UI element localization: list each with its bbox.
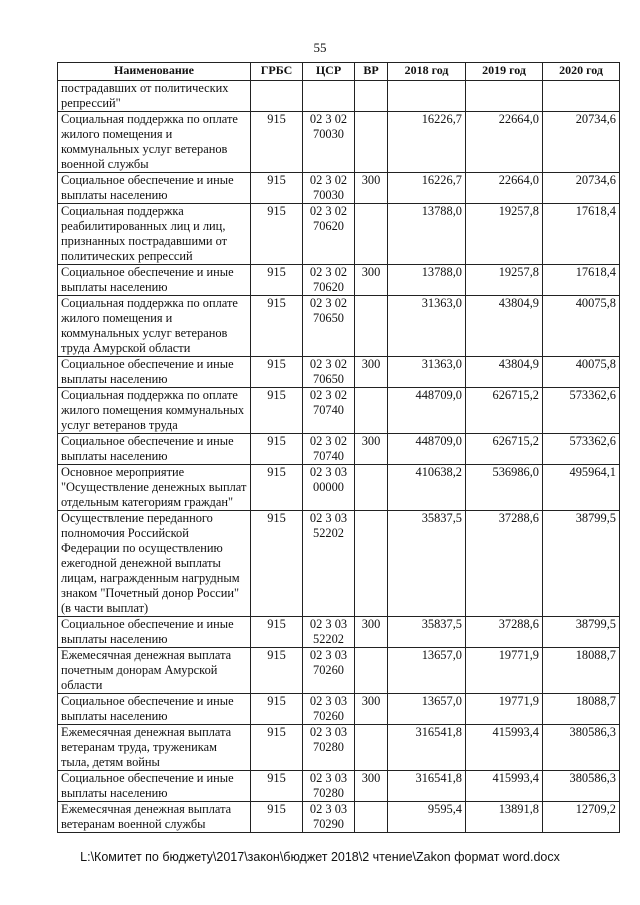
cell-name: Социальное обеспечение и иные выплаты населению bbox=[58, 434, 251, 465]
cell-2020: 18088,7 bbox=[543, 694, 620, 725]
cell-grbs: 915 bbox=[251, 771, 303, 802]
cell-2019: 19771,9 bbox=[466, 648, 543, 694]
cell-2020: 573362,6 bbox=[543, 434, 620, 465]
cell-2020: 17618,4 bbox=[543, 265, 620, 296]
cell-name: Ежемесячная денежная выплата почетным донорам Амурской области bbox=[58, 648, 251, 694]
cell-2018: 35837,5 bbox=[388, 511, 466, 617]
cell-vr bbox=[355, 465, 388, 511]
cell-vr: 300 bbox=[355, 771, 388, 802]
cell-vr bbox=[355, 802, 388, 833]
cell-name: Ежемесячная денежная выплата ветеранам военной службы bbox=[58, 802, 251, 833]
cell-name: Социальная поддержка по оплате жилого помещения и коммунальных услуг ветеранов труда Амурской области bbox=[58, 296, 251, 357]
cell-2018: 448709,0 bbox=[388, 388, 466, 434]
cell-grbs: 915 bbox=[251, 725, 303, 771]
cell-2019: 22664,0 bbox=[466, 112, 543, 173]
cell-2020 bbox=[543, 81, 620, 112]
cell-name: Социальное обеспечение и иные выплаты населению bbox=[58, 265, 251, 296]
cell-2018: 13657,0 bbox=[388, 694, 466, 725]
cell-2019: 37288,6 bbox=[466, 511, 543, 617]
cell-grbs: 915 bbox=[251, 694, 303, 725]
cell-csr: 02 3 02 70030 bbox=[303, 173, 355, 204]
cell-2018: 35837,5 bbox=[388, 617, 466, 648]
cell-csr: 02 3 03 70260 bbox=[303, 694, 355, 725]
cell-grbs: 915 bbox=[251, 617, 303, 648]
table-row bbox=[58, 694, 620, 725]
cell-vr: 300 bbox=[355, 617, 388, 648]
cell-csr: 02 3 03 70290 bbox=[303, 802, 355, 833]
header-2020: 2020 год bbox=[543, 63, 620, 81]
cell-2018: 410638,2 bbox=[388, 465, 466, 511]
table-row bbox=[58, 112, 620, 173]
cell-vr: 300 bbox=[355, 357, 388, 388]
cell-name: Ежемесячная денежная выплата ветеранам труда, труженикам тыла, детям войны bbox=[58, 725, 251, 771]
cell-csr: 02 3 03 52202 bbox=[303, 511, 355, 617]
cell-vr bbox=[355, 511, 388, 617]
table-row bbox=[58, 388, 620, 434]
cell-name: Социальное обеспечение и иные выплаты населению bbox=[58, 357, 251, 388]
cell-csr: 02 3 02 70030 bbox=[303, 112, 355, 173]
cell-2019: 22664,0 bbox=[466, 173, 543, 204]
cell-2019: 37288,6 bbox=[466, 617, 543, 648]
cell-grbs: 915 bbox=[251, 511, 303, 617]
table-row bbox=[58, 617, 620, 648]
cell-csr bbox=[303, 81, 355, 112]
cell-2018: 9595,4 bbox=[388, 802, 466, 833]
cell-vr bbox=[355, 204, 388, 265]
cell-csr: 02 3 02 70740 bbox=[303, 434, 355, 465]
cell-grbs: 915 bbox=[251, 112, 303, 173]
cell-2019: 536986,0 bbox=[466, 465, 543, 511]
cell-2020: 495964,1 bbox=[543, 465, 620, 511]
cell-2020: 20734,6 bbox=[543, 112, 620, 173]
cell-name: Осуществление переданного полномочия Российской Федерации по осуществлению ежегодной денежной выплаты лицам, награжденным нагрудным знаком "Почетный донор России" (в части выплат) bbox=[58, 511, 251, 617]
cell-grbs: 915 bbox=[251, 296, 303, 357]
cell-grbs: 915 bbox=[251, 265, 303, 296]
table-header-row bbox=[58, 63, 620, 81]
cell-2020: 380586,3 bbox=[543, 771, 620, 802]
table-row bbox=[58, 771, 620, 802]
cell-2020: 20734,6 bbox=[543, 173, 620, 204]
cell-vr: 300 bbox=[355, 694, 388, 725]
cell-2020: 12709,2 bbox=[543, 802, 620, 833]
cell-grbs: 915 bbox=[251, 388, 303, 434]
cell-csr: 02 3 02 70740 bbox=[303, 388, 355, 434]
cell-2018: 31363,0 bbox=[388, 296, 466, 357]
cell-2020: 40075,8 bbox=[543, 357, 620, 388]
cell-csr: 02 3 02 70620 bbox=[303, 204, 355, 265]
file-path-footer: L:\Комитет по бюджету\2017\закон\бюджет 2018\2 чтение\Zakon формат word.docx bbox=[80, 850, 560, 864]
cell-2019 bbox=[466, 81, 543, 112]
cell-grbs: 915 bbox=[251, 802, 303, 833]
cell-grbs: 915 bbox=[251, 434, 303, 465]
cell-csr: 02 3 02 70650 bbox=[303, 296, 355, 357]
table-row bbox=[58, 465, 620, 511]
cell-name: Основное мероприятие "Осуществление денежных выплат отдельным категориям граждан" bbox=[58, 465, 251, 511]
cell-2018: 16226,7 bbox=[388, 173, 466, 204]
cell-2019: 13891,8 bbox=[466, 802, 543, 833]
cell-2020: 40075,8 bbox=[543, 296, 620, 357]
table-row bbox=[58, 511, 620, 617]
cell-vr: 300 bbox=[355, 434, 388, 465]
header-csr: ЦСР bbox=[303, 63, 355, 81]
cell-vr bbox=[355, 112, 388, 173]
cell-vr bbox=[355, 296, 388, 357]
cell-grbs: 915 bbox=[251, 357, 303, 388]
cell-vr bbox=[355, 388, 388, 434]
cell-grbs: 915 bbox=[251, 173, 303, 204]
cell-grbs bbox=[251, 81, 303, 112]
cell-csr: 02 3 03 70280 bbox=[303, 725, 355, 771]
cell-vr: 300 bbox=[355, 173, 388, 204]
budget-table bbox=[57, 62, 620, 833]
cell-2018: 16226,7 bbox=[388, 112, 466, 173]
table-row bbox=[58, 265, 620, 296]
cell-2018: 448709,0 bbox=[388, 434, 466, 465]
cell-2020: 38799,5 bbox=[543, 511, 620, 617]
table-row bbox=[58, 802, 620, 833]
cell-vr bbox=[355, 648, 388, 694]
cell-2019: 415993,4 bbox=[466, 725, 543, 771]
cell-grbs: 915 bbox=[251, 204, 303, 265]
table-row bbox=[58, 648, 620, 694]
cell-2019: 19257,8 bbox=[466, 204, 543, 265]
cell-name: Социальная поддержка реабилитированных лиц и лиц, признанных пострадавшими от политических репрессий bbox=[58, 204, 251, 265]
cell-csr: 02 3 03 00000 bbox=[303, 465, 355, 511]
cell-2019: 626715,2 bbox=[466, 434, 543, 465]
cell-2018: 316541,8 bbox=[388, 771, 466, 802]
cell-2018: 13788,0 bbox=[388, 265, 466, 296]
header-2019: 2019 год bbox=[466, 63, 543, 81]
cell-name: Социальное обеспечение и иные выплаты населению bbox=[58, 771, 251, 802]
cell-2019: 43804,9 bbox=[466, 357, 543, 388]
cell-name: Социальное обеспечение и иные выплаты населению bbox=[58, 173, 251, 204]
header-2018: 2018 год bbox=[388, 63, 466, 81]
cell-2020: 18088,7 bbox=[543, 648, 620, 694]
cell-grbs: 915 bbox=[251, 648, 303, 694]
cell-2020: 38799,5 bbox=[543, 617, 620, 648]
cell-name: Социальное обеспечение и иные выплаты населению bbox=[58, 694, 251, 725]
cell-vr bbox=[355, 81, 388, 112]
cell-csr: 02 3 02 70650 bbox=[303, 357, 355, 388]
cell-2018 bbox=[388, 81, 466, 112]
cell-grbs: 915 bbox=[251, 465, 303, 511]
cell-2018: 316541,8 bbox=[388, 725, 466, 771]
header-name: Наименование bbox=[58, 63, 251, 81]
cell-2018: 13657,0 bbox=[388, 648, 466, 694]
cell-2018: 31363,0 bbox=[388, 357, 466, 388]
cell-2020: 380586,3 bbox=[543, 725, 620, 771]
table-row bbox=[58, 296, 620, 357]
cell-csr: 02 3 03 70260 bbox=[303, 648, 355, 694]
cell-csr: 02 3 03 52202 bbox=[303, 617, 355, 648]
cell-2019: 415993,4 bbox=[466, 771, 543, 802]
page-number: 55 bbox=[313, 40, 327, 55]
cell-2019: 43804,9 bbox=[466, 296, 543, 357]
table-row bbox=[58, 725, 620, 771]
cell-csr: 02 3 03 70280 bbox=[303, 771, 355, 802]
table-row bbox=[58, 434, 620, 465]
cell-name: Социальное обеспечение и иные выплаты населению bbox=[58, 617, 251, 648]
cell-vr: 300 bbox=[355, 265, 388, 296]
header-vr: ВР bbox=[355, 63, 388, 81]
cell-name: Социальная поддержка по оплате жилого помещения и коммунальных услуг ветеранов военной службы bbox=[58, 112, 251, 173]
cell-name: Социальная поддержка по оплате жилого помещения коммунальных услуг ветеранов труда bbox=[58, 388, 251, 434]
cell-vr bbox=[355, 725, 388, 771]
cell-2020: 17618,4 bbox=[543, 204, 620, 265]
cell-2020: 573362,6 bbox=[543, 388, 620, 434]
table-row bbox=[58, 173, 620, 204]
header-grbs: ГРБС bbox=[251, 63, 303, 81]
table-row bbox=[58, 204, 620, 265]
cell-2018: 13788,0 bbox=[388, 204, 466, 265]
cell-2019: 19257,8 bbox=[466, 265, 543, 296]
cell-2019: 19771,9 bbox=[466, 694, 543, 725]
cell-name: пострадавших от политических репрессий" bbox=[58, 81, 251, 112]
table-row bbox=[58, 357, 620, 388]
cell-csr: 02 3 02 70620 bbox=[303, 265, 355, 296]
table-row bbox=[58, 81, 620, 112]
cell-2019: 626715,2 bbox=[466, 388, 543, 434]
